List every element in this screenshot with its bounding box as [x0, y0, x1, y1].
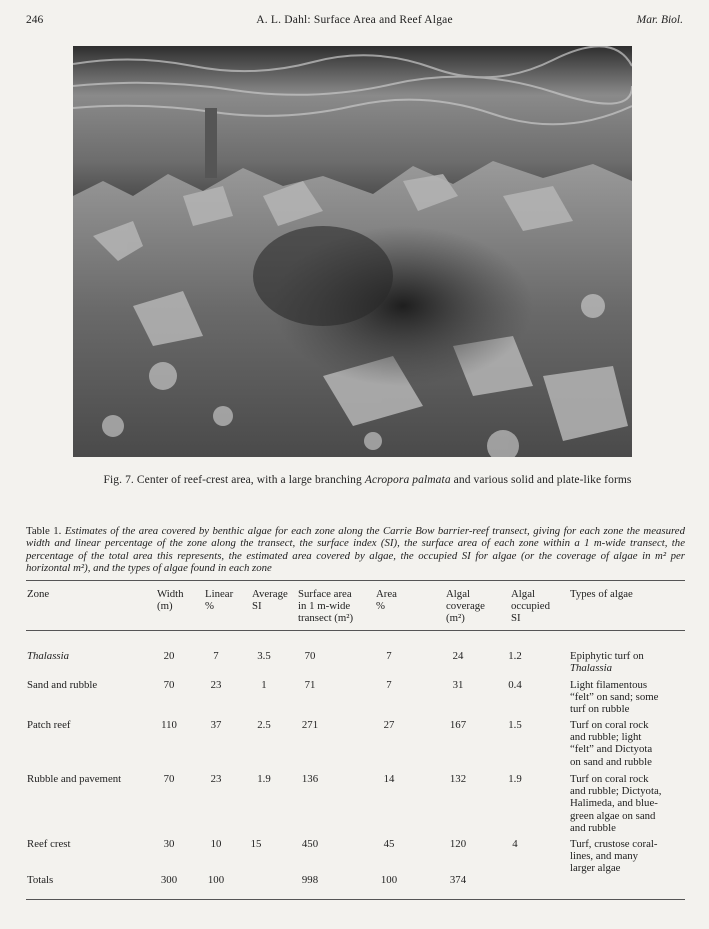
table-cell-occupied-si: 1.5 — [508, 719, 522, 731]
table-cell-width: 70 — [163, 679, 175, 691]
table-cell-types — [570, 650, 695, 674]
types-line: Light filamentous — [570, 679, 648, 691]
header-avg-si-line: Average — [252, 588, 288, 600]
header-algal-si — [511, 588, 550, 625]
header-width-line: (m) — [157, 600, 173, 613]
table-cell-width: 70 — [163, 773, 175, 785]
caption-text-end: and various solid and plate-like forms — [450, 474, 632, 486]
header-area-line: Area — [376, 588, 397, 600]
table-cell-occupied-si: 0.4 — [508, 679, 522, 691]
header-algal-cov-line: Algal — [446, 588, 470, 600]
table-cell-algal: 120 — [449, 838, 467, 850]
header-algal-cov-line: coverage — [446, 600, 485, 613]
table-cell-si: 2.5 — [257, 719, 271, 731]
table-cell-linear: 100 — [207, 874, 225, 886]
running-title: A. L. Dahl: Surface Area and Reef Algae — [256, 14, 453, 26]
header-surface-area — [298, 588, 353, 625]
table-cell-types — [570, 773, 695, 834]
header-linear-line: % — [205, 600, 214, 613]
table-cell-occupied-si: 4 — [512, 838, 518, 850]
table-cell-occupied-si: 1.9 — [508, 773, 522, 785]
table-cell-algal: 167 — [449, 719, 467, 731]
table-caption-body: Estimates of the area covered by benthic algae for each zone along the Carrie Bow barrier-reef transect, giving for each zone the measured width and linear percentage of the zone along the transect, the surface index (SI), the surface area of each zone within a 1 m-wide transect, the percentage of the total area this represents, the estimated area covered by algae, the occupied SI for algae (or the coverage of algae in m² per horizontal m²), and the types of algae found in each zone — [26, 525, 685, 575]
table-cell-si: 1.9 — [257, 773, 271, 785]
types-line: Turf on coral rock — [570, 719, 649, 731]
table-cell-occupied-si: 1.2 — [508, 650, 522, 662]
header-algal-si-line: occupied — [511, 600, 550, 613]
table-cell-surface: 70 — [304, 650, 316, 662]
table-cell-width: 300 — [160, 874, 178, 886]
header-zone: Zone — [27, 588, 50, 600]
types-line: turf on rubble — [570, 703, 630, 716]
table-cell-width: 30 — [163, 838, 175, 850]
running-header — [26, 14, 683, 30]
types-line: Turf on coral rock — [570, 773, 649, 785]
table-cell-zone: Sand and rubble — [27, 679, 98, 691]
table-cell-surface: 71 — [304, 679, 316, 691]
types-line: on sand and rubble — [570, 755, 652, 768]
figure-caption — [56, 474, 679, 486]
header-surface-line: transect (m²) — [298, 612, 354, 625]
reef-photograph — [73, 46, 632, 457]
table-cell-surface: 271 — [301, 719, 319, 731]
table-cell-si: 1 — [261, 679, 267, 691]
caption-text: Fig. 7. Center of reef-crest area, with a large branching — [103, 474, 365, 486]
table-cell-zone: Patch reef — [27, 719, 71, 731]
header-avg-si-line: SI — [252, 600, 262, 613]
table-cell-area: 14 — [383, 773, 395, 785]
table-caption — [26, 525, 685, 575]
header-avg-si — [252, 588, 288, 612]
header-surface-line: in 1 m-wide — [298, 600, 351, 613]
table-cell-surface: 998 — [301, 874, 319, 886]
types-line: Epiphytic turf on — [570, 650, 644, 662]
header-area — [376, 588, 397, 612]
table-cell-types — [570, 838, 695, 875]
table-top-rule — [26, 580, 685, 581]
types-line: “felt” and Dictyota — [570, 743, 653, 756]
table-cell-si: 3.5 — [257, 650, 271, 662]
types-line: Thalassia — [570, 662, 613, 675]
header-width — [157, 588, 184, 612]
types-line: green algae on sand — [570, 809, 656, 822]
table-cell-linear: 37 — [210, 719, 222, 731]
types-line: lines, and many — [570, 850, 639, 863]
table-cell-area: 27 — [383, 719, 395, 731]
header-area-line: % — [376, 600, 385, 613]
table-cell-linear: 23 — [210, 679, 222, 691]
table-bottom-rule — [26, 899, 685, 900]
types-line: Turf, crustose coral- — [570, 838, 658, 850]
table-cell-algal: 374 — [449, 874, 467, 886]
page-number: 246 — [26, 14, 44, 26]
types-line: “felt” on sand; some — [570, 691, 659, 704]
table-cell-width: 20 — [163, 650, 175, 662]
header-surface-line: Surface area — [298, 588, 352, 600]
table-cell-zone: Totals — [27, 874, 54, 886]
table-cell-zone: Reef crest — [27, 838, 71, 850]
table-cell-width: 110 — [161, 719, 177, 731]
table-header-rule — [26, 630, 685, 631]
table-cell-area: 45 — [383, 838, 395, 850]
header-algal-si-line: Algal — [511, 588, 535, 600]
header-algal-coverage — [446, 588, 485, 625]
table-cell-area: 100 — [380, 874, 398, 886]
table-cell-algal: 132 — [449, 773, 467, 785]
header-algal-si-line: SI — [511, 612, 521, 625]
table-cell-zone: Thalassia — [27, 650, 70, 662]
header-linear — [205, 588, 233, 612]
table-cell-si: 15 — [250, 838, 262, 850]
table-cell-types — [570, 719, 695, 768]
types-line: and rubble; light — [570, 731, 642, 744]
table-cell-zone: Rubble and pavement — [27, 773, 122, 785]
types-line: larger algae — [570, 862, 621, 875]
table-caption-lead: Table 1. — [26, 525, 65, 537]
table-cell-surface: 450 — [301, 838, 319, 850]
header-linear-line: Linear — [205, 588, 234, 600]
table-cell-area: 7 — [386, 679, 392, 691]
caption-species: Acropora palmata — [364, 474, 451, 486]
table-cell-algal: 24 — [452, 650, 464, 662]
table-cell-linear: 23 — [210, 773, 222, 785]
journal-name: Mar. Biol. — [636, 14, 683, 26]
header-width-line: Width — [157, 588, 184, 600]
table-cell-types — [570, 679, 695, 716]
table-cell-area: 7 — [386, 650, 392, 662]
header-types: Types of algae — [570, 588, 633, 600]
types-line: and rubble; Dictyota, — [570, 785, 662, 798]
table-cell-linear: 7 — [213, 650, 219, 662]
types-line: and rubble — [570, 821, 616, 834]
table-cell-linear: 10 — [210, 838, 222, 850]
table-cell-algal: 31 — [452, 679, 464, 691]
table-cell-surface: 136 — [301, 773, 319, 785]
header-algal-cov-line: (m²) — [446, 612, 465, 625]
types-line: Halimeda, and blue- — [570, 797, 658, 810]
